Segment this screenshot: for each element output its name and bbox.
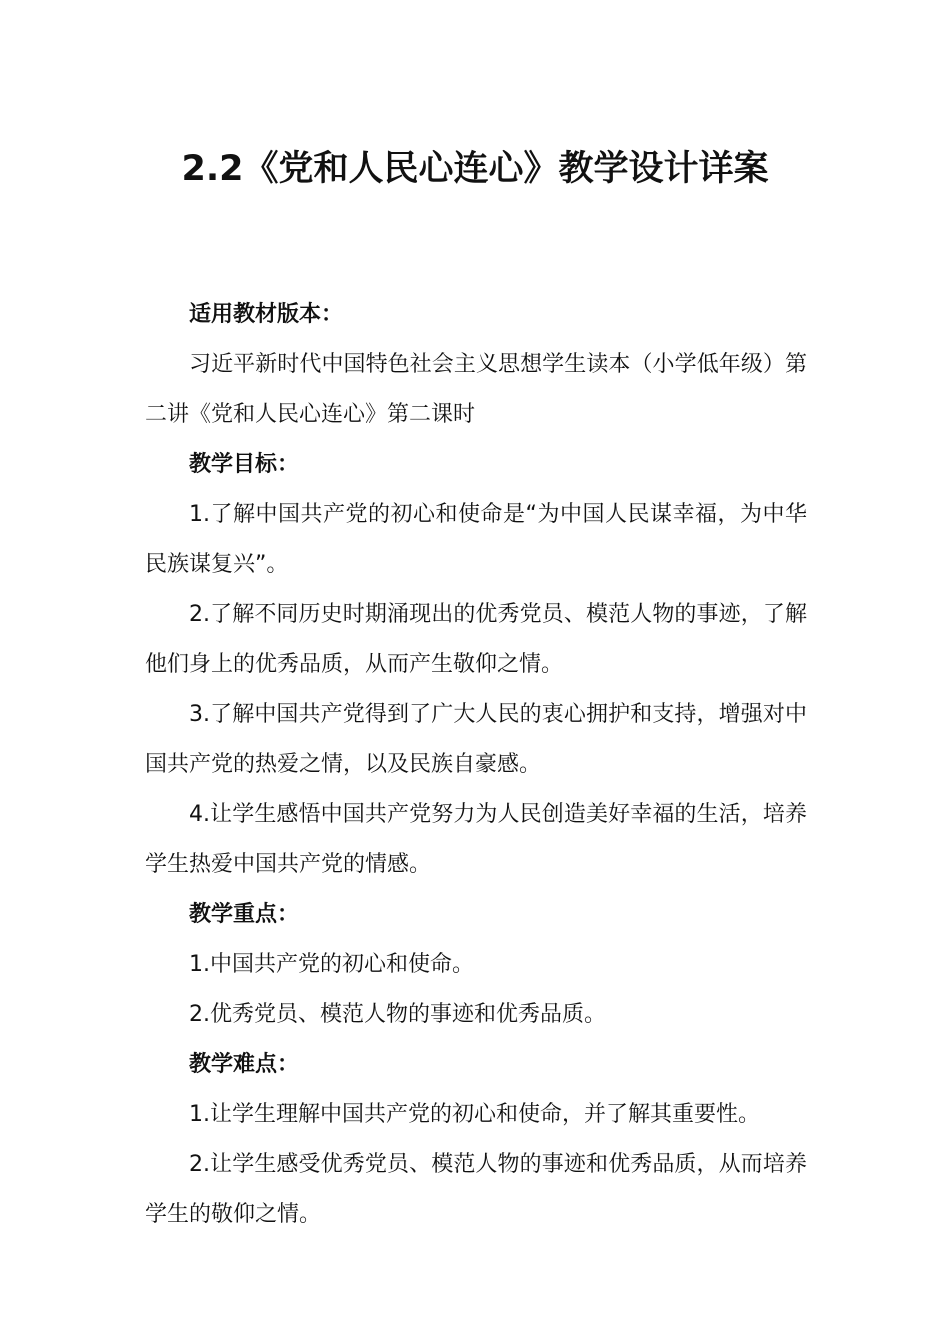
difficulty-item-2: 2.让学生感受优秀党员、模范人物的事迹和优秀品质，从而培养学生的敬仰之情。 [145,1152,807,1227]
document-title: 2.2《党和人民心连心》教学设计详案 [181,149,769,189]
objectives-heading: 教学目标： [189,452,300,477]
objective-item-4: 4.让学生感悟中国共产党努力为人民创造美好幸福的生活，培养学生热爱中国共产党的情感。 [145,802,807,877]
materials-text: 习近平新时代中国特色社会主义思想学生读本（小学低年级）第二讲《党和人民心连心》第二课时 [145,352,807,427]
key-points-heading: 教学重点： [189,902,300,927]
objective-item-2: 2.了解不同历史时期涌现出的优秀党员、模范人物的事迹，了解他们身上的优秀品质，从而产生敬仰之情。 [145,602,807,677]
key-point-item-1: 1.中国共产党的初心和使命。 [189,952,474,977]
objective-item-1: 1.了解中国共产党的初心和使命是“为中国人民谋幸福，为中华民族谋复兴”。 [145,502,807,577]
key-point-item-2: 2.优秀党员、模范人物的事迹和优秀品质。 [189,1002,606,1027]
difficulties-heading: 教学难点： [189,1052,300,1077]
difficulty-item-1: 1.让学生理解中国共产党的初心和使命，并了解其重要性。 [189,1102,760,1127]
document-body [145,290,807,1240]
materials-heading: 适用教材版本： [189,302,344,327]
objective-item-3: 3.了解中国共产党得到了广大人民的衷心拥护和支持，增强对中国共产党的热爱之情，以及民族自豪感。 [145,702,807,777]
